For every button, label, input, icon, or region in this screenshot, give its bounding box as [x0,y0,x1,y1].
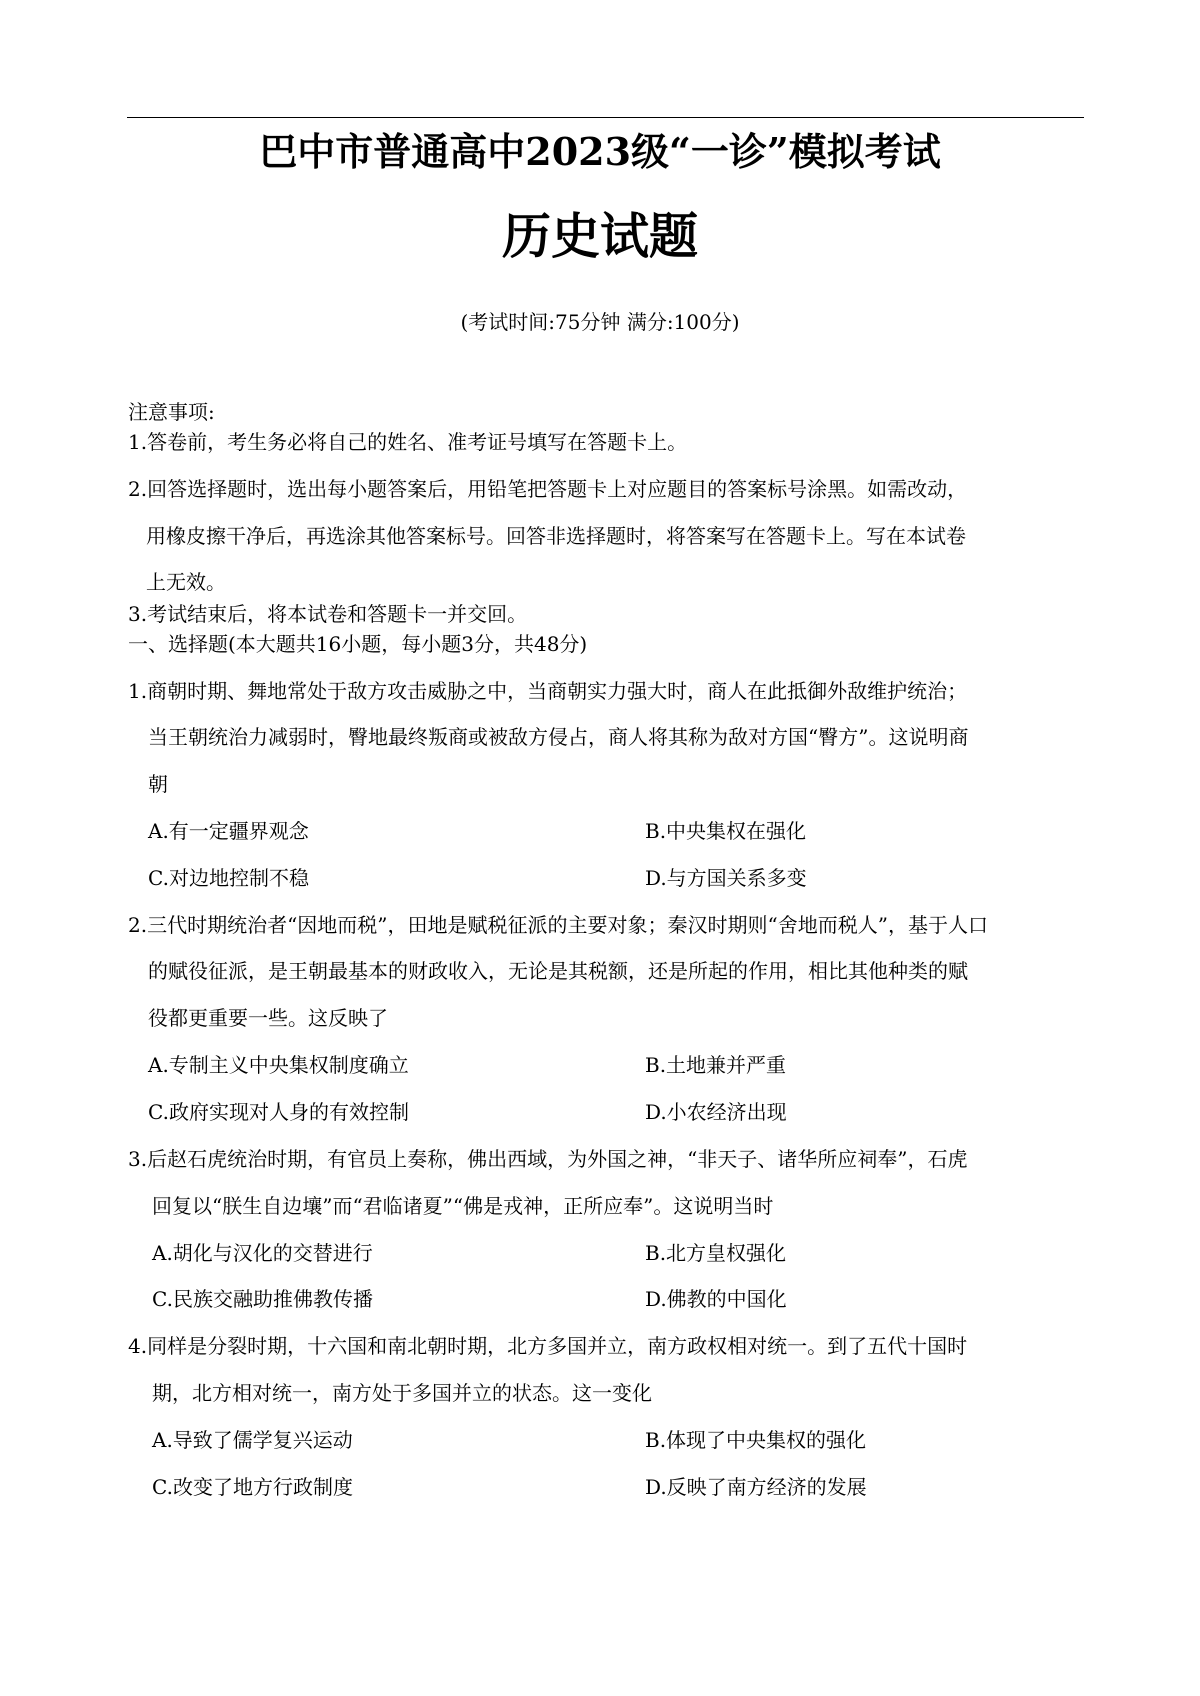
option-b: B.中央集权在强化 [645,819,807,843]
option-b: B.土地兼并严重 [645,1053,787,1077]
question-stem: 回复以“朕生自边壤”而“君临诸夏”“佛是戎神，正所应奉”。这说明当时 [152,1194,774,1218]
question-stem: 役都更重要一些。这反映了 [148,1006,388,1030]
option-b: B.体现了中央集权的强化 [645,1428,867,1452]
question-stem: 3.后赵石虎统治时期，有官员上奏称，佛出西域，为外国之神，“非天子、诸华所应祠奉”，石虎 [128,1147,968,1171]
question-stem: 1.商朝时期、舞地常处于敌方攻击威胁之中，当商朝实力强大时，商人在此抵御外敌维护统治； [128,679,968,703]
question-stem: 4.同样是分裂时期，十六国和南北朝时期，北方多国并立，南方政权相对统一。到了五代十国时 [128,1334,968,1358]
option-a: A.胡化与汉化的交替进行 [152,1241,373,1265]
option-c: C.改变了地方行政制度 [152,1475,353,1499]
note-item: 2.回答选择题时，选出每小题答案后，用铅笔把答题卡上对应题目的答案标号涂黑。如需改动， [128,477,968,501]
option-a: A.导致了儒学复兴运动 [152,1428,353,1452]
note-item: 用橡皮擦干净后，再选涂其他答案标号。回答非选择题时，将答案写在答题卡上。写在本试卷 [146,524,966,548]
option-c: C.政府实现对人身的有效控制 [148,1100,409,1124]
option-d: D.与方国关系多变 [645,866,807,890]
notes-heading: 注意事项: [128,400,215,424]
exam-time-info: (考试时间:75分钟 满分:100分) [460,310,740,334]
option-c: C.对边地控制不稳 [148,866,309,890]
subject-title: 历史试题 [501,207,698,265]
question-stem: 当王朝统治力减弱时，臀地最终叛商或被敌方侵占，商人将其称为敌对方国“臀方”。这说明商 [148,725,969,749]
question-stem: 朝 [148,772,168,796]
exam-title: 巴中市普通高中2023级“一诊”模拟考试 [259,129,941,174]
header-rule [127,117,1084,118]
option-d: D.佛教的中国化 [645,1287,787,1311]
option-a: A.有一定疆界观念 [148,819,309,843]
section-heading: 一、选择题(本大题共16小题，每小题3分，共48分) [128,632,588,656]
option-c: C.民族交融助推佛教传播 [152,1287,373,1311]
question-stem: 2.三代时期统治者“因地而税”，田地是赋税征派的主要对象；秦汉时期则“舍地而税人”，基于人口 [128,913,988,937]
question-stem: 的赋役征派，是王朝最基本的财政收入，无论是其税额，还是所起的作用，相比其他种类的赋 [148,959,968,983]
note-item: 3.考试结束后，将本试卷和答题卡一并交回。 [128,602,528,626]
option-b: B.北方皇权强化 [645,1241,787,1265]
option-a: A.专制主义中央集权制度确立 [148,1053,409,1077]
option-d: D.反映了南方经济的发展 [645,1475,867,1499]
option-d: D.小农经济出现 [645,1100,787,1124]
question-stem: 期，北方相对统一，南方处于多国并立的状态。这一变化 [152,1381,652,1405]
note-item: 1.答卷前，考生务必将自己的姓名、准考证号填写在答题卡上。 [128,430,688,454]
note-item: 上无效。 [146,570,226,594]
